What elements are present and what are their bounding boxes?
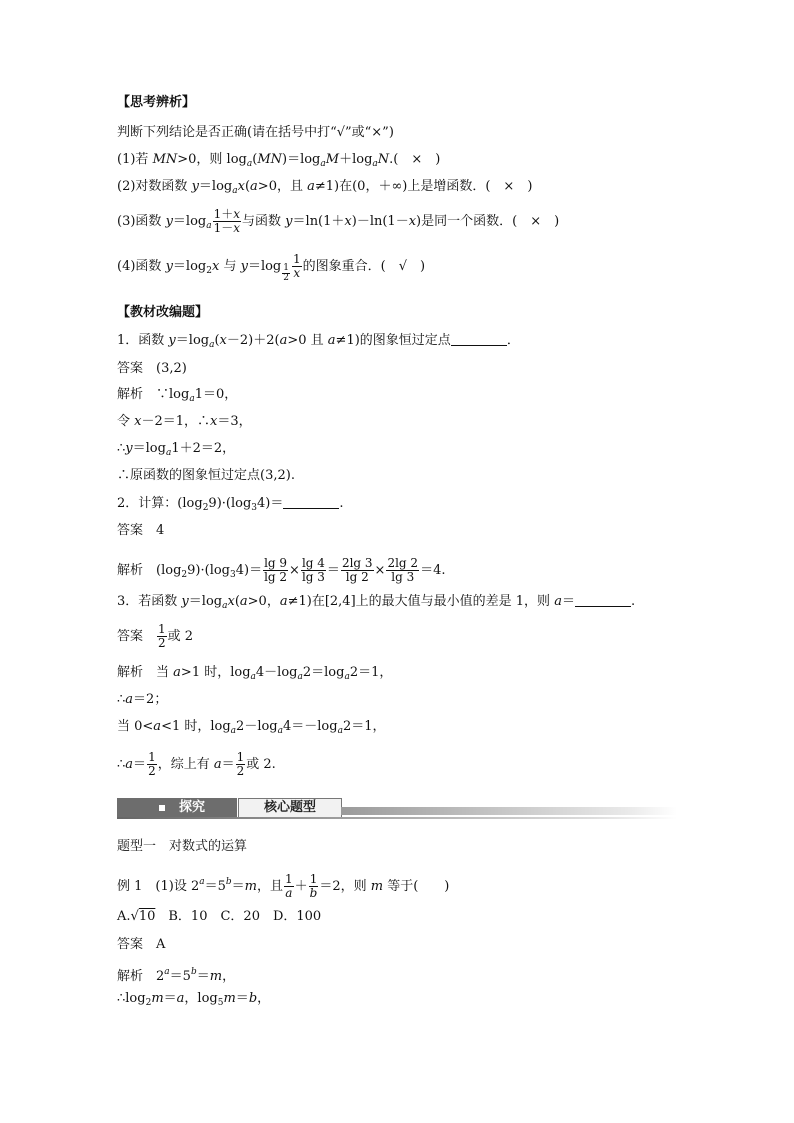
q1-analysis-2: 令 x－2＝1，∴x＝3， — [117, 414, 252, 429]
think-intro: 判断下列结论是否正确(请在括号中打“√”或“×”) — [117, 125, 394, 140]
q3-stem: 3．若函数 $y=\log_ax(a>0$，a≠1)在[2,4]上的最大值与最小值的差是 1，则 a＝ . — [117, 594, 636, 611]
example1-stem: 例 1 (1)设 $2^a=5^b=m$，且 $\frac{1}{a}$ ＋ $\frac{1}{b}$ ＝2，则 m 等于( ) — [117, 872, 450, 900]
q1-analysis-4: ∴原函数的图象恒过定点(3,2). — [117, 468, 295, 483]
think-item-4: (4)函数 $y=\log_2x$ 与 y＝log $\frac{1}{2}$ $\frac{1}{x}$ 的图象重合．( √ ) — [117, 252, 426, 283]
example1-analysis-2: $\therefore\log_2m=a$，$\log_5m=b$， — [117, 991, 271, 1008]
q1-stem: 1．函数 $y=\log_a(x-2)+2(a>0$ 且 a≠1)的图象恒过定点 ． — [117, 333, 520, 350]
q1-answer: 答案 (3,2) — [117, 361, 187, 376]
q3-analysis-4: ∴a＝ $\frac{1}{2}$ ，综上有 a＝ $\frac{1}{2}$ 或 2. — [117, 750, 276, 778]
heading-think: 【思考辨析】 — [117, 95, 196, 110]
answer-blank — [575, 594, 631, 607]
q1-analysis-1: 解析 $\because\log_a1=0$， — [117, 387, 238, 404]
section-banner — [117, 797, 677, 819]
banner-label-left: 探究 — [117, 798, 237, 818]
example1-analysis-1: 解析 $2^a=5^b=m$， — [117, 967, 236, 984]
type1-title: 题型一 对数式的运算 — [117, 839, 248, 854]
banner-label-mid: 核心题型 — [238, 798, 342, 818]
q3-analysis-1: 解析 当 a>1 时，$\log_a4-\log_a2=\log_a2=1$， — [117, 665, 393, 682]
q3-analysis-2: ∴a＝2； — [117, 692, 168, 707]
q2-analysis: 解析 $(\log_29)\cdot(\log_34)=$ $\frac{\lg 9}{\lg 2}$ × $\frac{\lg 4}{\lg 3}$ ＝ $\frac{2\lg 3}{\lg 2}$ × $\frac{2\lg 2}{\lg 3}$ ＝4. — [117, 556, 446, 584]
banner-gradient-bar — [341, 807, 677, 815]
example1-options: A.√10 B．10 C．20 D．100 — [117, 909, 322, 924]
banner-underline — [117, 817, 677, 819]
q1-analysis-3: $\therefore y=\log_a1+2=2$， — [117, 441, 236, 458]
think-item-2: (2)对数函数 $y=\log_ax(a>0$，且 a≠1)在(0，＋∞)上是增函数．( × ) — [117, 179, 533, 196]
q3-answer: 答案 $\frac{1}{2}$ 或 2 — [117, 622, 194, 650]
heading-textbook: 【教材改编题】 — [117, 305, 209, 320]
q2-stem: 2．计算：$(\log_29)\cdot(\log_34)=$ . — [117, 496, 344, 513]
answer-blank — [283, 496, 339, 509]
answer-blank — [451, 333, 507, 346]
q2-answer: 答案 4 — [117, 523, 165, 538]
square-bullet-icon — [159, 805, 165, 811]
example1-answer: 答案 A — [117, 937, 166, 952]
think-item-1: (1)若 MN>0，则 $\log_a(MN)=\log_aM+\log_aN$.( × ) — [117, 152, 441, 169]
think-item-3: (3)函数 $y=\log_a$ $\frac{1+x}{1-x}$ 与函数 y＝ln(1＋x)－ln(1－x)是同一个函数．( × ) — [117, 207, 560, 235]
q3-analysis-3: 当 0<a<1 时，$\log_a2-\log_a4=-\log_a2=1$， — [117, 719, 386, 736]
